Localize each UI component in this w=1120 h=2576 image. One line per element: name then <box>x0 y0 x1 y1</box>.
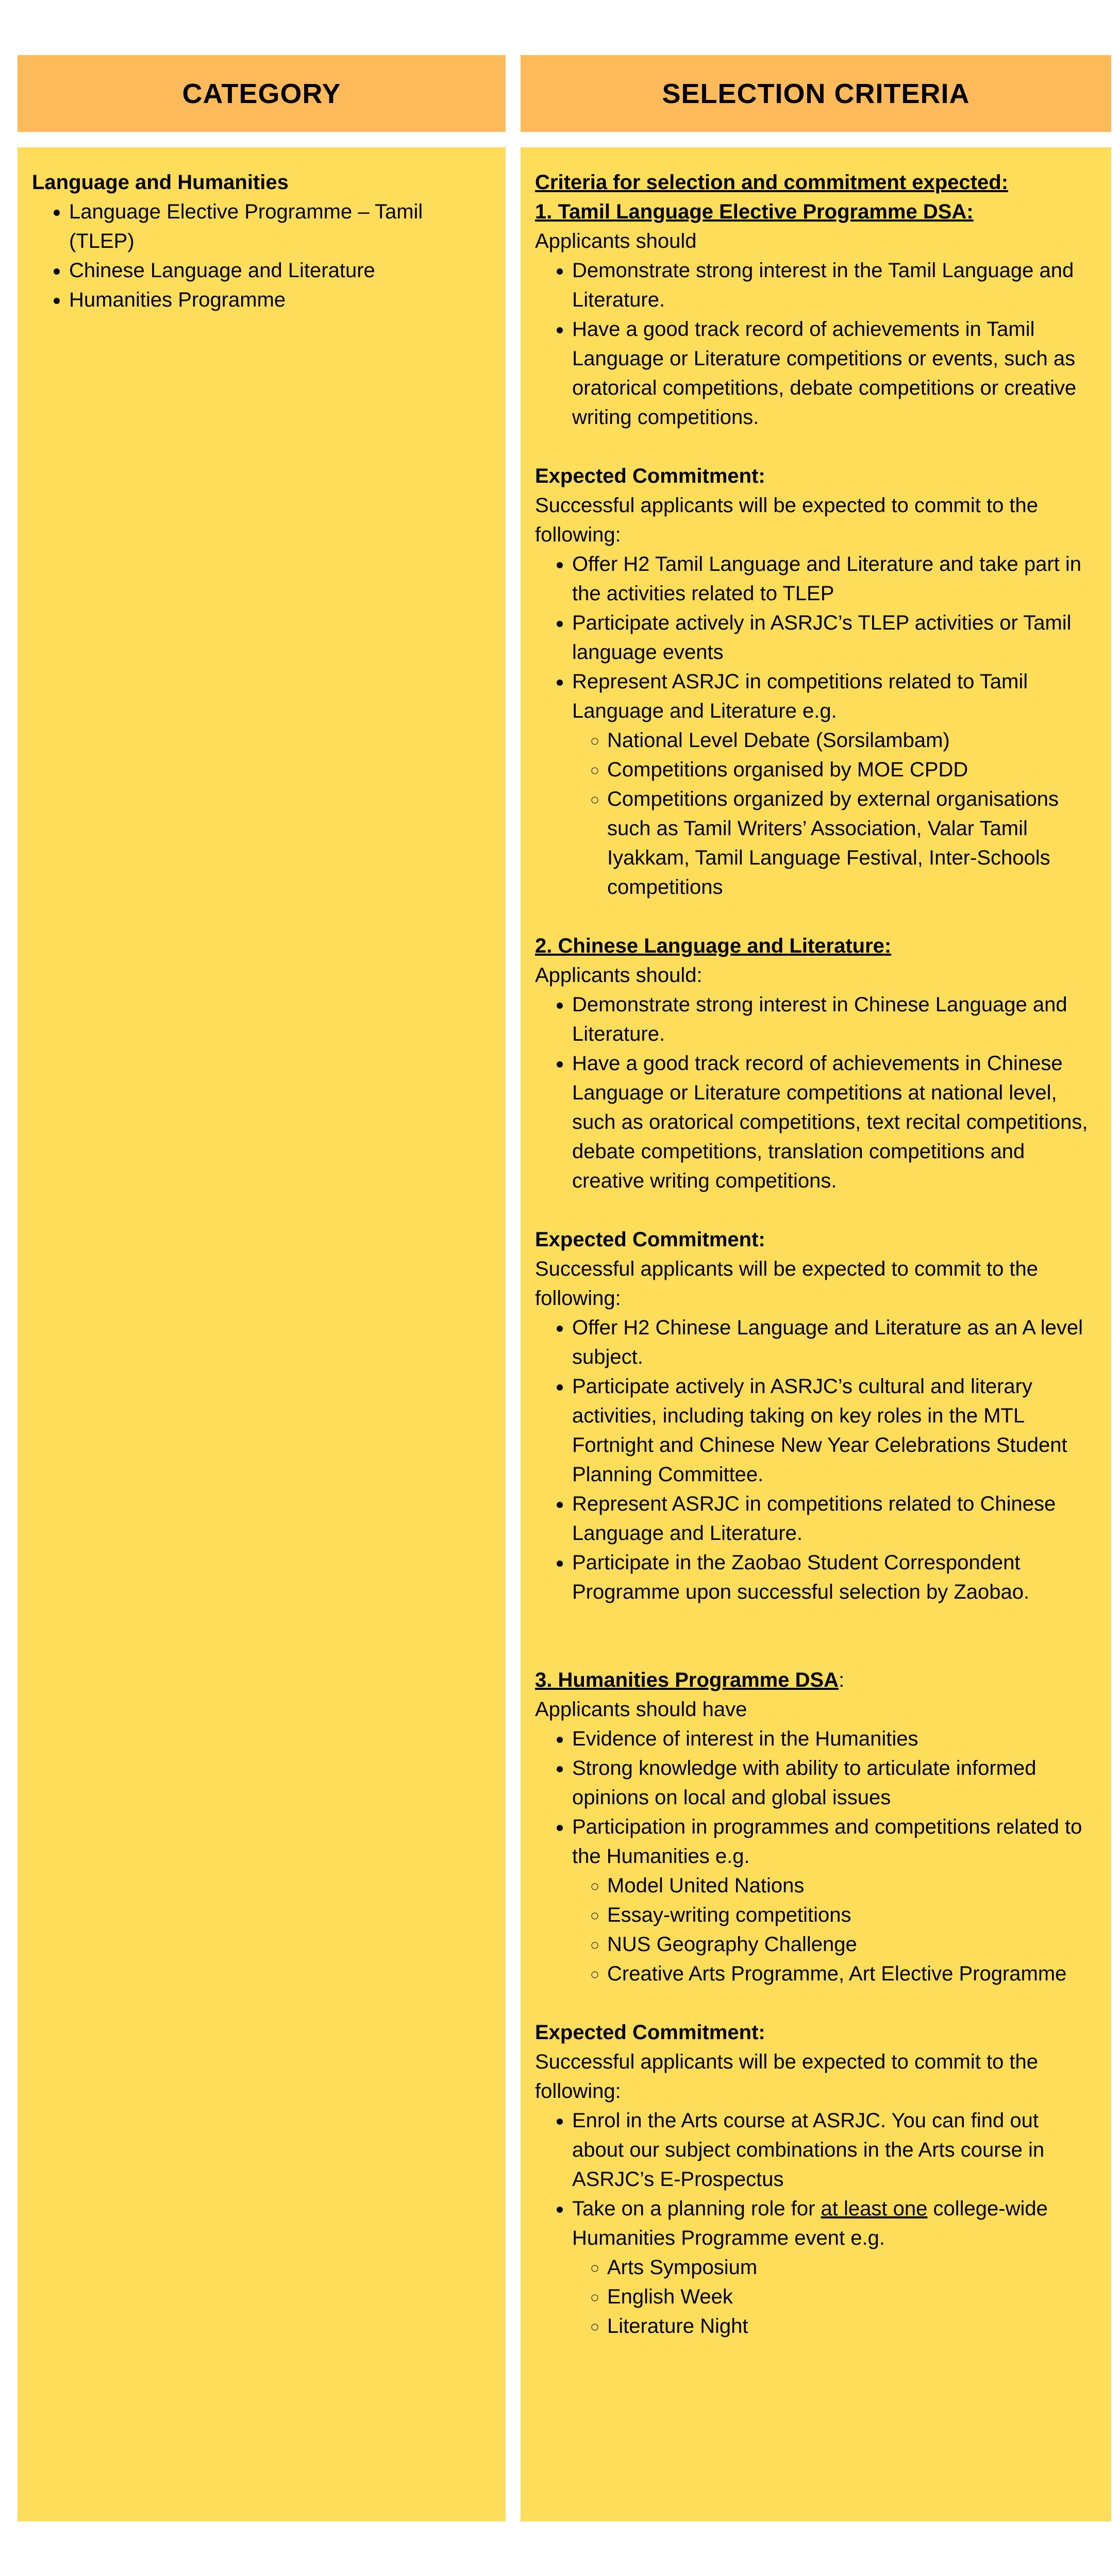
spacer <box>535 1196 1091 1225</box>
requirement-item: • Have a good track record of achievements in Chinese Language or Literature competitions at national level, such as oratorical competitions, text recital competitions, debate competitions, translation competitions and creative writing competitions. <box>572 1049 1091 1196</box>
competition-item: ◦ Competitions organised by MOE CPDD <box>607 755 1091 785</box>
category-title: Language and Humanities <box>32 171 289 194</box>
tlep-intro: Applicants should <box>535 230 697 252</box>
spacer <box>535 432 1091 462</box>
commitment-item: • Offer H2 Chinese Language and Literature as an A level subject. <box>572 1313 1091 1372</box>
chinese-commitment-intro: Successful applicants will be expected to commit to the following: <box>535 1258 1039 1310</box>
emphasis-underline: at least one <box>821 2197 928 2220</box>
chinese-commitment-label: Expected Commitment: <box>535 1228 765 1251</box>
example-item: ◦ Creative Arts Programme, Art Elective Programme <box>607 1959 1091 1989</box>
humanities-examples <box>572 1871 1091 1989</box>
criteria-cell <box>521 147 1111 2521</box>
commitment-item: • Participate in the Zaobao Student Correspondent Programme upon successful selection by Zaobao. <box>572 1548 1091 1607</box>
event-item: ◦ Literature Night <box>607 2312 1091 2341</box>
competition-item: ◦ Competitions organized by external organisations such as Tamil Writers’ Association, Valar Tamil Iyakkam, Tamil Language Festival, Inter-Schools competitions <box>607 785 1091 902</box>
commitment-item: • Offer H2 Tamil Language and Literature and take part in the activities related to TLEP <box>572 550 1091 608</box>
humanities-title: 3. Humanities Programme DSA <box>535 1669 839 1691</box>
commitment-item: • Participate actively in ASRJC’s cultural and literary activities, including taking on key roles in the MTL Fortnight and Chinese New Year Celebrations Student Planning Committee. <box>572 1372 1091 1489</box>
example-item: ◦ Model United Nations <box>607 1871 1091 1901</box>
competition-item: ◦ National Level Debate (Sorsilambam) <box>607 726 1091 755</box>
commitment-text: college-wide Humanities Programme event e.g. <box>572 2197 1048 2249</box>
event-item: ◦ Arts Symposium <box>607 2253 1091 2282</box>
category-header: CATEGORY <box>18 55 506 132</box>
commitment-item <box>572 2194 1091 2341</box>
commitment-text: Take on a planning role for <box>572 2197 821 2220</box>
tlep-title: 1. Tamil Language Elective Programme DSA: <box>535 200 974 223</box>
spacer <box>535 902 1091 931</box>
chinese-intro: Applicants should: <box>535 964 703 987</box>
tlep-requirements <box>535 256 1091 432</box>
requirement-text: Participation in programmes and competitions related to the Humanities e.g. <box>572 1816 1082 1868</box>
spacer <box>535 1607 1091 1666</box>
language-humanities-section <box>18 55 1111 2521</box>
humanities-commitment-label: Expected Commitment: <box>535 2021 765 2044</box>
requirement-item: • Evidence of interest in the Humanities <box>572 1724 1091 1754</box>
tlep-commitment-label: Expected Commitment: <box>535 465 765 487</box>
commitment-item: • Enrol in the Arts course at ASRJC. You can find out about our subject combinations in the Arts course in ASRJC’s E-Prospectus <box>572 2106 1091 2194</box>
tlep-competitions <box>572 726 1091 902</box>
event-item: ◦ English Week <box>607 2282 1091 2312</box>
table-body-row <box>18 147 1111 2521</box>
tlep-commitment-intro: Successful applicants will be expected to commit to the following: <box>535 494 1039 546</box>
humanities-title-suffix: : <box>839 1669 845 1691</box>
table-header-row <box>18 55 1111 132</box>
chinese-requirements <box>535 990 1091 1196</box>
humanities-intro: Applicants should have <box>535 1698 747 1721</box>
requirement-item: • Demonstrate strong interest in the Tamil Language and Literature. <box>572 256 1091 315</box>
requirement-item: • Strong knowledge with ability to articulate informed opinions on local and global issues <box>572 1754 1091 1812</box>
requirement-item <box>572 1812 1091 1989</box>
category-item: • Humanities Programme <box>69 285 491 315</box>
tlep-commitments <box>535 550 1091 902</box>
category-item: • Language Elective Programme – Tamil (TLEP) <box>69 197 491 256</box>
commitment-item: • Represent ASRJC in competitions related to Chinese Language and Literature. <box>572 1489 1091 1548</box>
category-list <box>32 197 491 315</box>
chinese-title: 2. Chinese Language and Literature: <box>535 935 892 957</box>
category-cell <box>18 147 506 2521</box>
selection-criteria-header: SELECTION CRITERIA <box>521 55 1111 132</box>
requirement-item: • Demonstrate strong interest in Chinese Language and Literature. <box>572 990 1091 1049</box>
example-item: ◦ Essay-writing competitions <box>607 1901 1091 1930</box>
humanities-commitments <box>535 2106 1091 2341</box>
requirement-item: • Have a good track record of achievements in Tamil Language or Literature competitions or events, such as oratorical competitions, debate competitions or creative writing competitions. <box>572 315 1091 432</box>
example-item: ◦ NUS Geography Challenge <box>607 1930 1091 1959</box>
spacer <box>535 1989 1091 2018</box>
humanities-requirements <box>535 1724 1091 1989</box>
commitment-item: • Participate actively in ASRJC’s TLEP activities or Tamil language events <box>572 608 1091 667</box>
category-item: • Chinese Language and Literature <box>69 256 491 285</box>
criteria-heading: Criteria for selection and commitment expected: <box>535 171 1009 194</box>
humanities-events <box>572 2253 1091 2341</box>
humanities-title-line <box>535 1666 1091 1695</box>
commitment-item <box>572 667 1091 902</box>
humanities-commitment-intro: Successful applicants will be expected to commit to the following: <box>535 2050 1039 2103</box>
commitment-text: Represent ASRJC in competitions related to Tamil Language and Literature e.g. <box>572 670 1028 722</box>
chinese-commitments <box>535 1313 1091 1607</box>
